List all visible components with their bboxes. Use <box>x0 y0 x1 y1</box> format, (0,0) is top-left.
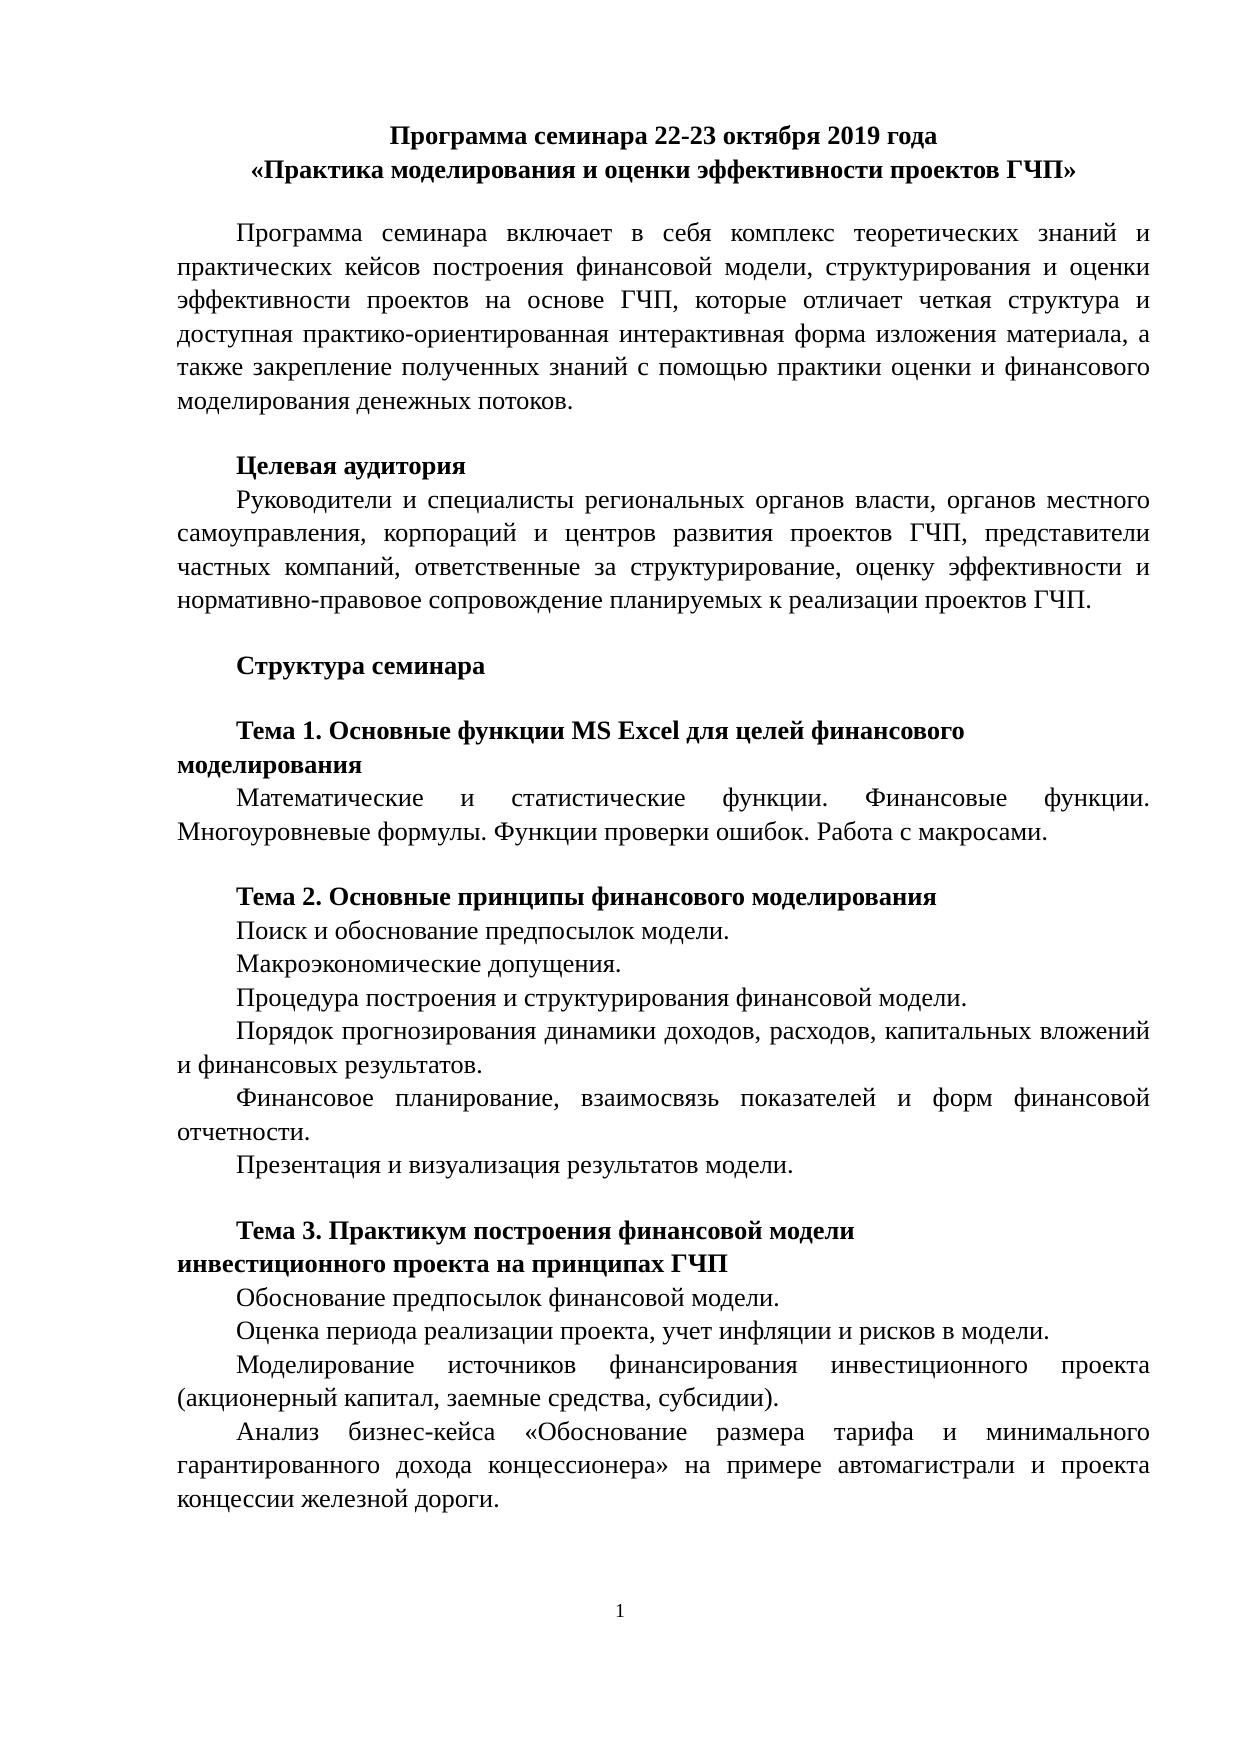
topic-3-item: Анализ бизнес-кейса «Обоснование размера тарифа и минимального гарантированного дохода концессионера» на примере автомагистрали и проекта концессии железной дороги. <box>177 1415 1150 1513</box>
page-number: 1 <box>615 1600 625 1622</box>
topic-1-heading-line-1: Тема 1. Основные функции MS Excel для целей финансового <box>236 715 965 745</box>
topic-2-item: Финансовое планирование, взаимосвязь показателей и форм финансовой отчетности. <box>177 1082 1150 1146</box>
topic-2-heading: Тема 2. Основные принципы финансового моделирования <box>236 881 937 911</box>
structure-heading: Структура семинара <box>236 649 486 680</box>
topic-3-heading-line-1: Тема 3. Практикум построения финансовой модели <box>236 1214 855 1245</box>
topic-3-item: Оценка периода реализации проекта, учет инфляции и рисков в модели. <box>236 1315 1050 1345</box>
document-title <box>177 118 1150 186</box>
topic-2-item: Порядок прогнозирования динамики доходов, расходов, капитальных вложений и финансовых результатов. <box>177 1015 1150 1079</box>
document-page <box>177 118 1150 1515</box>
audience-paragraph: Руководители и специалисты региональных органов власти, органов местного самоуправления, корпораций и центров развития проектов ГЧП, представители частных компаний, ответственные за структурирование, оценку эффективности и нормативно-правовое сопровождение планируемых к реализации проектов ГЧП. <box>177 483 1150 614</box>
intro-paragraph: Программа семинара включает в себя комплекс теоретических знаний и практических кейсов построения финансовой модели, структурирования и оценки эффективности проектов на основе ГЧП, которые отличает четкая структура и доступная практико-ориентированная интерактивная форма изложения материала, а также закрепление полученных знаний с помощью практики оценки и финансового моделирования денежных потоков. <box>177 217 1150 415</box>
topic-3-heading-line-2: инвестиционного проекта на принципах ГЧП <box>177 1248 728 1278</box>
topic-2-item: Макроэкономические допущения. <box>236 948 622 978</box>
topic-3-item: Обоснование предпосылок финансовой модели. <box>236 1281 780 1312</box>
audience-heading: Целевая аудитория <box>236 450 466 480</box>
topic-2-item: Процедура построения и структурирования финансовой модели. <box>236 981 968 1012</box>
title-line-2: «Практика моделирования и оценки эффективности проектов ГЧП» <box>250 154 1077 184</box>
topic-1-heading <box>177 714 1150 748</box>
topic-2-item: Презентация и визуализация результатов модели. <box>236 1149 794 1179</box>
title-line-1: Программа семинара 22-23 октября 2019 года <box>389 120 938 150</box>
topic-1-item: Математические и статистические функции. Финансовые функции. Многоуровневые формулы. Функции проверки ошибок. Работа с макросами. <box>177 782 1150 846</box>
topic-2-item: Поиск и обоснование предпосылок модели. <box>236 914 730 945</box>
topic-1-heading-cont: моделирования <box>177 748 363 779</box>
topic-3-item: Моделирование источников финансирования инвестиционного проекта (акционерный капитал, заемные средства, субсидии). <box>177 1348 1150 1412</box>
